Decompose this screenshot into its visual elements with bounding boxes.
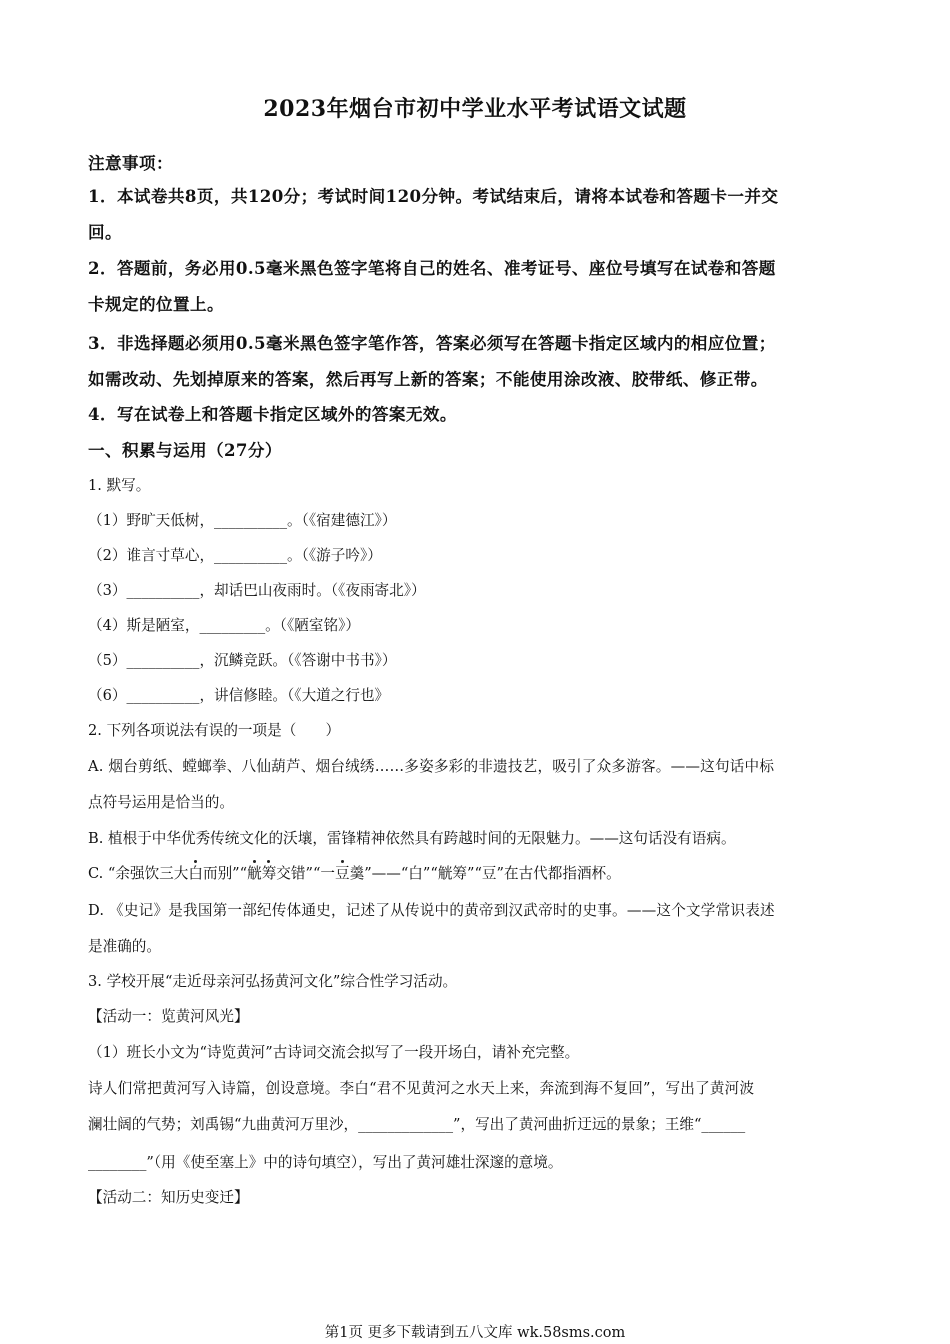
page-title: 2023年烟台市初中学业水平考试语文试题 bbox=[263, 96, 687, 122]
q2-option-c-text: 羹”——“白”“觥筹”“豆”在古代都指酒杯。 bbox=[349, 865, 621, 882]
notice-item-3b: 如需改动、先划掉原来的答案，然后再写上新的答案；不能使用涂改液、胶带纸、修正带。 bbox=[88, 369, 768, 389]
q3-sub-question-1: （1）班长小文为“诗览黄河”古诗词交流会拟写了一段开场白，请补充完整。 bbox=[88, 1044, 580, 1061]
q2-option-b: B. 植根于中华优秀传统文化的沃壤，雷锋精神依然具有跨越时间的无限魅力。——这句话没有语病。 bbox=[88, 830, 736, 847]
q3-passage-line1: 诗人们常把黄河写入诗篇，创设意境。李白“君不见黄河之水天上来，奔流到海不复回”，写出了黄河波 bbox=[88, 1080, 755, 1097]
q1-item: （2）谁言寸草心，__________。（《游子吟》） bbox=[88, 547, 382, 564]
notice-item-2a: 2．答题前，务必用0.5毫米黑色签字笔将自己的姓名、准考证号、座位号填写在试卷和答题 bbox=[88, 258, 776, 278]
q3-passage-line2: 澜壮阔的气势；刘禹锡“九曲黄河万里沙，_____________”，写出了黄河曲折迂远的景象；王维“______ bbox=[88, 1116, 746, 1133]
q2-option-a-line1: A. 烟台剪纸、螳螂拳、八仙葫芦、烟台绒绣……多姿多彩的非遗技艺，吸引了众多游客。——这句话中标 bbox=[88, 758, 775, 775]
notice-item-3a: 3．非选择题必须用0.5毫米黑色签字笔作答，答案必须写在答题卡指定区域内的相应位置； bbox=[88, 333, 776, 353]
q3-activity-1: 【活动一：览黄河风光】 bbox=[88, 1008, 249, 1025]
section-heading-1: 一、积累与运用（27分） bbox=[88, 440, 282, 460]
notice-item-4: 4．写在试卷上和答题卡指定区域外的答案无效。 bbox=[88, 404, 457, 424]
q2-option-c-text: 而别”“ bbox=[202, 865, 248, 882]
q3-activity-2: 【活动二：知历史变迁】 bbox=[88, 1189, 249, 1206]
notice-item-2b: 卡规定的位置上。 bbox=[88, 294, 224, 314]
q2-stem: 2. 下列各项说法有误的一项是（ ） bbox=[88, 722, 341, 739]
q3-passage-line3: ________”（用《使至塞上》中的诗句填空），写出了黄河雄壮深邃的意境。 bbox=[88, 1154, 563, 1171]
q2-option-c bbox=[88, 862, 621, 883]
q1-item: （1）野旷天低树，__________。（《宿建德江》） bbox=[88, 512, 397, 529]
emphasis-dot-char: 豆 bbox=[335, 865, 350, 882]
page-footer: 第1页 更多下载请到五八文库 wk.58sms.com bbox=[324, 1325, 626, 1341]
q1-item: （5）__________，沉鳞竞跃。（《答谢中书书》） bbox=[88, 652, 397, 669]
emphasis-dot-char: 觥 bbox=[247, 865, 262, 882]
emphasis-dot-char: 白 bbox=[188, 865, 203, 882]
q1-item: （4）斯是陋室，_________。（《陋室铭》） bbox=[88, 617, 360, 634]
notice-item-1b: 回。 bbox=[88, 222, 122, 242]
q1-item: （3）__________，却话巴山夜雨时。（《夜雨寄北》） bbox=[88, 582, 426, 599]
q2-option-a-line2: 点符号运用是恰当的。 bbox=[88, 794, 234, 811]
q2-option-d-line2: 是准确的。 bbox=[88, 938, 161, 955]
q3-stem: 3. 学校开展“走近母亲河弘扬黄河文化”综合性学习活动。 bbox=[88, 973, 458, 990]
notice-item-1a: 1．本试卷共8页，共120分；考试时间120分钟。考试结束后，请将本试卷和答题卡一并交 bbox=[88, 186, 779, 206]
notice-heading: 注意事项： bbox=[88, 153, 173, 173]
q1-item: （6）__________，讲信修睦。（《大道之行也》 bbox=[88, 687, 390, 704]
emphasis-dot-char: 筹 bbox=[261, 865, 277, 882]
q2-option-c-text: C. “余强饮三大 bbox=[88, 865, 189, 882]
q1-stem: 1. 默写。 bbox=[88, 477, 151, 494]
q2-option-d-line1: D. 《史记》是我国第一部纪传体通史，记述了从传说中的黄帝到汉武帝时的史事。——这个文学常识表述 bbox=[88, 902, 775, 919]
q2-option-c-text: 交错”“一 bbox=[276, 865, 335, 882]
